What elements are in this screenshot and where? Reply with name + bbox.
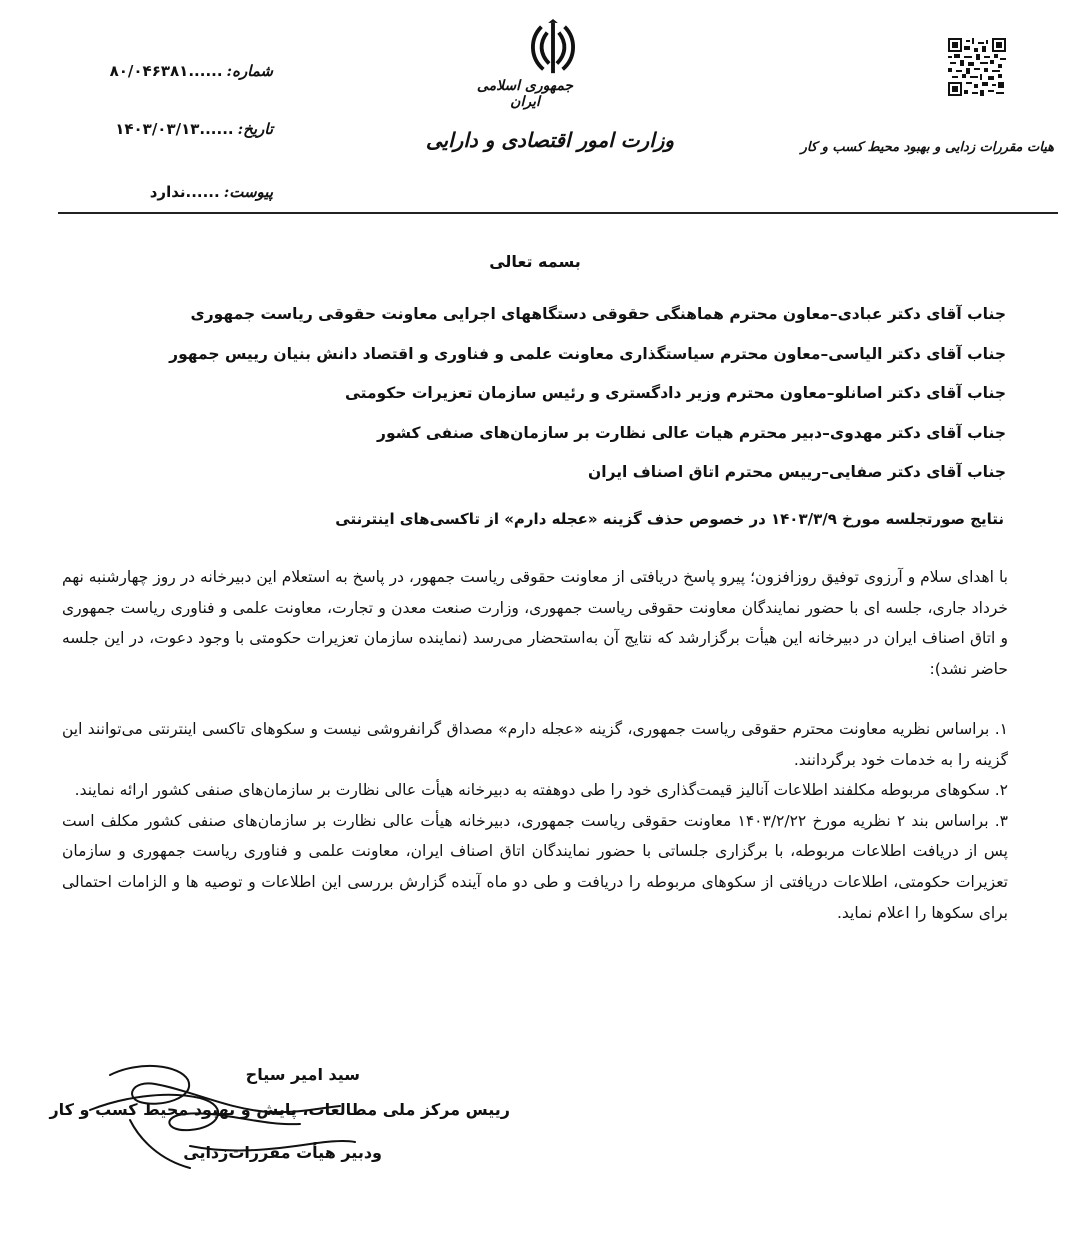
addressee: جناب آقای دکتر صفایی–رییس محترم اتاق اصناف ایران: [588, 463, 1006, 481]
addressee: جناب آقای دکتر مهدوی–دبیر محترم هیات عالی نظارت بر سازمان‌های صنفی کشور: [377, 423, 1006, 442]
ministry-name: وزارت امور اقتصادی و دارایی: [425, 128, 675, 152]
qr-code-icon: [948, 38, 1006, 96]
letter-intro: با اهدای سلام و آرزوی توفیق روزافزون؛ پیرو پاسخ دریافتی از معاونت حقوقی ریاست جمهور، در پاسخ به استعلام این دبیرخانه در روز چهارشنبه نهم خرداد جاری، جلسه ای با حضور نمایندگان معاونت حقوقی ریاست جمهوری، وزارت صنعت معدن و تجارت، معاونت علمی و فناوری ریاست جمهوری و اتاق اصناف ایران در دبیرخانه این هیأت برگزارشد که نتایج آن به‌استحضار می‌رسد (نماینده سازمان تعزیرات حکومتی با وجود دعوت، در این جلسه حاضر نشد):: [62, 568, 1008, 678]
letter-number-label: شماره:: [226, 62, 273, 80]
addressee: جناب آقای دکتر الیاسی–معاون محترم سیاستگذاری معاونت علمی و فناوری و اقتصاد دانش بنیان رییس جمهور: [169, 344, 1006, 363]
addressee: جناب آقای دکتر عبادی–معاون محترم هماهنگی حقوقی دستگاههای اجرایی معاونت حقوقی ریاست جمهوری: [190, 305, 1006, 323]
signer-name: سید امیر سیاح: [245, 1065, 360, 1084]
board-name: هیات مقررات زدایی و بهبود محیط کسب و کار: [800, 140, 1054, 155]
iran-emblem-icon: [524, 18, 582, 80]
addressee: جناب آقای دکتر اصانلو–معاون محترم وزیر دادگستری و رئیس سازمان تعزیرات حکومتی: [344, 384, 1006, 402]
letter-number: [58, 62, 273, 80]
signer-title-secondary: ودبیر هیأت مقررات‌زدایی: [183, 1143, 382, 1162]
letter-attachment-label: پیوست:: [223, 183, 273, 201]
resolution-item: ۳. براساس بند ۲ نظریه مورخ ۱۴۰۳/۲/۲۲ معاونت حقوقی ریاست جمهوری، دبیرخانه هیأت عالی نظارت بر سازمان‌های صنفی کشور مکلف است پس از دریافت اطلاعات مربوطه، با برگزاری جلساتی با حضور نمایندگان اتاق اصناف ایران، معاونت علمی و فناوری ریاست جمهوری و سازمان تعزیرات حکومتی، اطلاعات دریافتی از سکوهای مربوطه را دریافت و طی دو ماه آینده گزارش بررسی این اطلاعات و توصیه ها و الزامات احتمالی برای سکوها را اعلام نماید.: [62, 811, 1008, 922]
addressee-list: [140, 295, 1006, 493]
letter-number-value: ......۸۰/۰۴۶۳۸۱: [109, 62, 223, 80]
letter-subject: نتایج صورتجلسه مورخ ۱۴۰۳/۳/۹ در خصوص حذف گزینه «عجله دارم» از تاکسی‌های اینترنتی: [335, 510, 1004, 528]
government-line: جمهوری اسلامی ایران: [476, 78, 574, 110]
resolution-list: [62, 714, 1008, 928]
resolution-item: ۱. براساس نظریه معاونت محترم حقوقی ریاست جمهوری، گزینه «عجله دارم» مصداق گرانفروشی نیست و سکوهای تاکسی اینترنتی می‌توانند این گزینه را به خدمات خود برگردانند.: [62, 720, 1008, 769]
signer-title: رییس مرکز ملی مطالعات، پایش و بهبود محیط کسب و کار: [49, 1100, 510, 1119]
letter-attachment: [58, 183, 273, 201]
header-divider: [58, 212, 1058, 214]
letter-date-value: ......۱۴۰۳/۰۳/۱۳: [115, 120, 234, 138]
resolution-item: ۲. سکوهای مربوطه مکلفند اطلاعات آنالیز قیمت‌گذاری خود را طی دوهفته به دبیرخانه هیأت عالی نظارت بر سازمان‌های صنفی کشور ارائه نمایند.: [74, 781, 1008, 800]
invocation: بسمه تعالی: [489, 252, 581, 271]
letter-date-label: تاریخ:: [237, 120, 273, 138]
letter-date: [58, 120, 273, 138]
letter-attachment-value: ......ندارد: [149, 183, 220, 201]
